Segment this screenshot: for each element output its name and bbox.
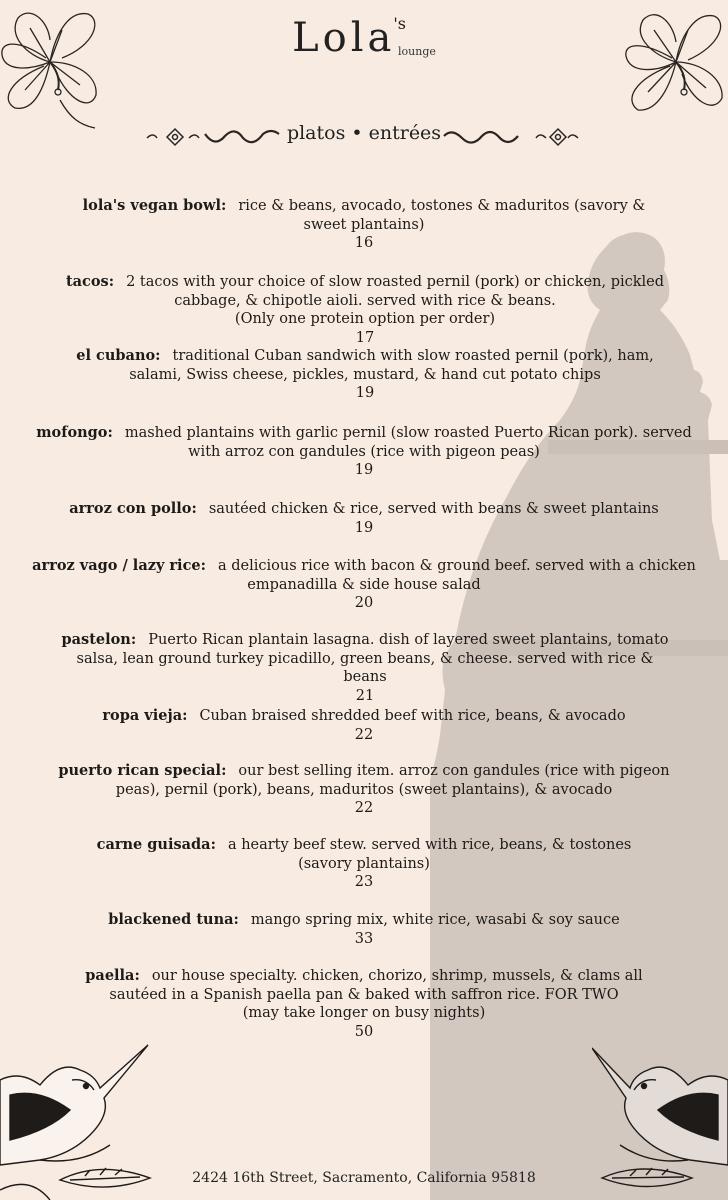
item-description: our house specialty. chicken, chorizo, shrimp, mussels, & clams all sautéed in a Spanish paella pan & baked with saffron rice. FOR TWO xyxy=(109,968,643,1003)
menu-item-carne-guisada xyxy=(90,836,638,892)
item-price: 19 xyxy=(355,385,375,401)
menu-item-arroz-vago xyxy=(10,557,718,613)
item-price: 23 xyxy=(354,874,374,890)
item-price: 33 xyxy=(354,930,374,947)
item-note: (Only one protein option per order) xyxy=(234,311,496,327)
item-description: mashed plantains with garlic pernil (slow roasted Puerto Rican pork). served with arroz con gandules (rice with pigeon peas) xyxy=(124,425,692,460)
item-name: mofongo: xyxy=(36,424,113,441)
logo-lounge-text: lounge xyxy=(398,45,436,58)
item-name: tacos: xyxy=(65,273,115,290)
menu-item-tacos xyxy=(40,273,690,347)
item-note: (may take longer on busy nights) xyxy=(242,1005,486,1021)
item-name: pastelon: xyxy=(61,631,137,648)
menu-item-ropa-vieja xyxy=(0,707,728,744)
restaurant-address: 2424 16th Street, Sacramento, California 95818 xyxy=(192,1170,536,1186)
menu-item-mofongo xyxy=(36,424,692,480)
item-name: lola's vegan bowl: xyxy=(82,197,227,214)
menu-item-puerto-rican-special xyxy=(34,762,694,818)
menu-item-blackened-tuna xyxy=(0,911,728,948)
item-description: rice & beans, avocado, tostones & maduritos (savory & sweet plantains) xyxy=(238,198,646,233)
menu-item-vegan-bowl xyxy=(74,197,654,253)
item-name: puerto rican special: xyxy=(58,762,227,779)
item-description: 2 tacos with your choice of slow roasted pernil (pork) or chicken, pickled cabbage, & chipotle aioli. served with rice & beans. xyxy=(126,274,665,309)
menu-item-paella xyxy=(62,967,666,1041)
item-description: sautéed chicken & rice, served with beans & sweet plantains xyxy=(208,501,659,517)
restaurant-logo xyxy=(0,14,728,61)
menu-item-arroz-con-pollo xyxy=(0,500,728,537)
logo-main-text: Lola xyxy=(292,15,396,61)
item-price: 19 xyxy=(354,519,374,536)
item-description: a hearty beef stew. served with rice, beans, & tostones (savory plantains) xyxy=(227,837,632,872)
item-description: traditional Cuban sandwich with slow roasted pernil (pork), ham, salami, Swiss cheese, pickles, mustard, & hand cut potato chips xyxy=(129,348,654,383)
item-price: 21 xyxy=(355,687,375,704)
item-description: Puerto Rican plantain lasagna. dish of layered sweet plantains, tomato salsa, lean ground turkey picadillo, green beans, & cheese. served with rice & beans xyxy=(76,632,669,685)
item-name: blackened tuna: xyxy=(108,911,239,928)
item-price: 19 xyxy=(354,462,374,478)
item-price: 50 xyxy=(354,1023,374,1040)
item-name: ropa vieja: xyxy=(102,707,188,724)
item-price: 22 xyxy=(354,726,374,743)
item-price: 20 xyxy=(354,595,374,611)
section-heading: platos • entrées xyxy=(286,122,442,144)
menu-item-pastelon xyxy=(60,631,670,705)
item-description: our best selling item. arroz con gandules (rice with pigeon peas), pernil (pork), beans, maduritos (sweet plantains), & avocado xyxy=(115,763,670,798)
item-price: 17 xyxy=(355,329,375,346)
item-name: el cubano: xyxy=(76,347,161,364)
item-name: arroz vago / lazy rice: xyxy=(32,557,206,574)
logo-apostrophe-s: 's xyxy=(393,14,407,33)
item-description: a delicious rice with bacon & ground beef. served with a chicken empanadilla & side house salad xyxy=(217,558,696,593)
menu-item-el-cubano xyxy=(50,347,680,403)
item-description: Cuban braised shredded beef with rice, beans, & avocado xyxy=(199,708,626,724)
item-name: carne guisada: xyxy=(96,836,216,853)
item-name: arroz con pollo: xyxy=(69,500,197,517)
item-price: 22 xyxy=(354,800,374,816)
item-price: 16 xyxy=(354,235,374,251)
item-description: mango spring mix, white rice, wasabi & soy sauce xyxy=(250,912,620,928)
item-name: paella: xyxy=(85,967,140,984)
